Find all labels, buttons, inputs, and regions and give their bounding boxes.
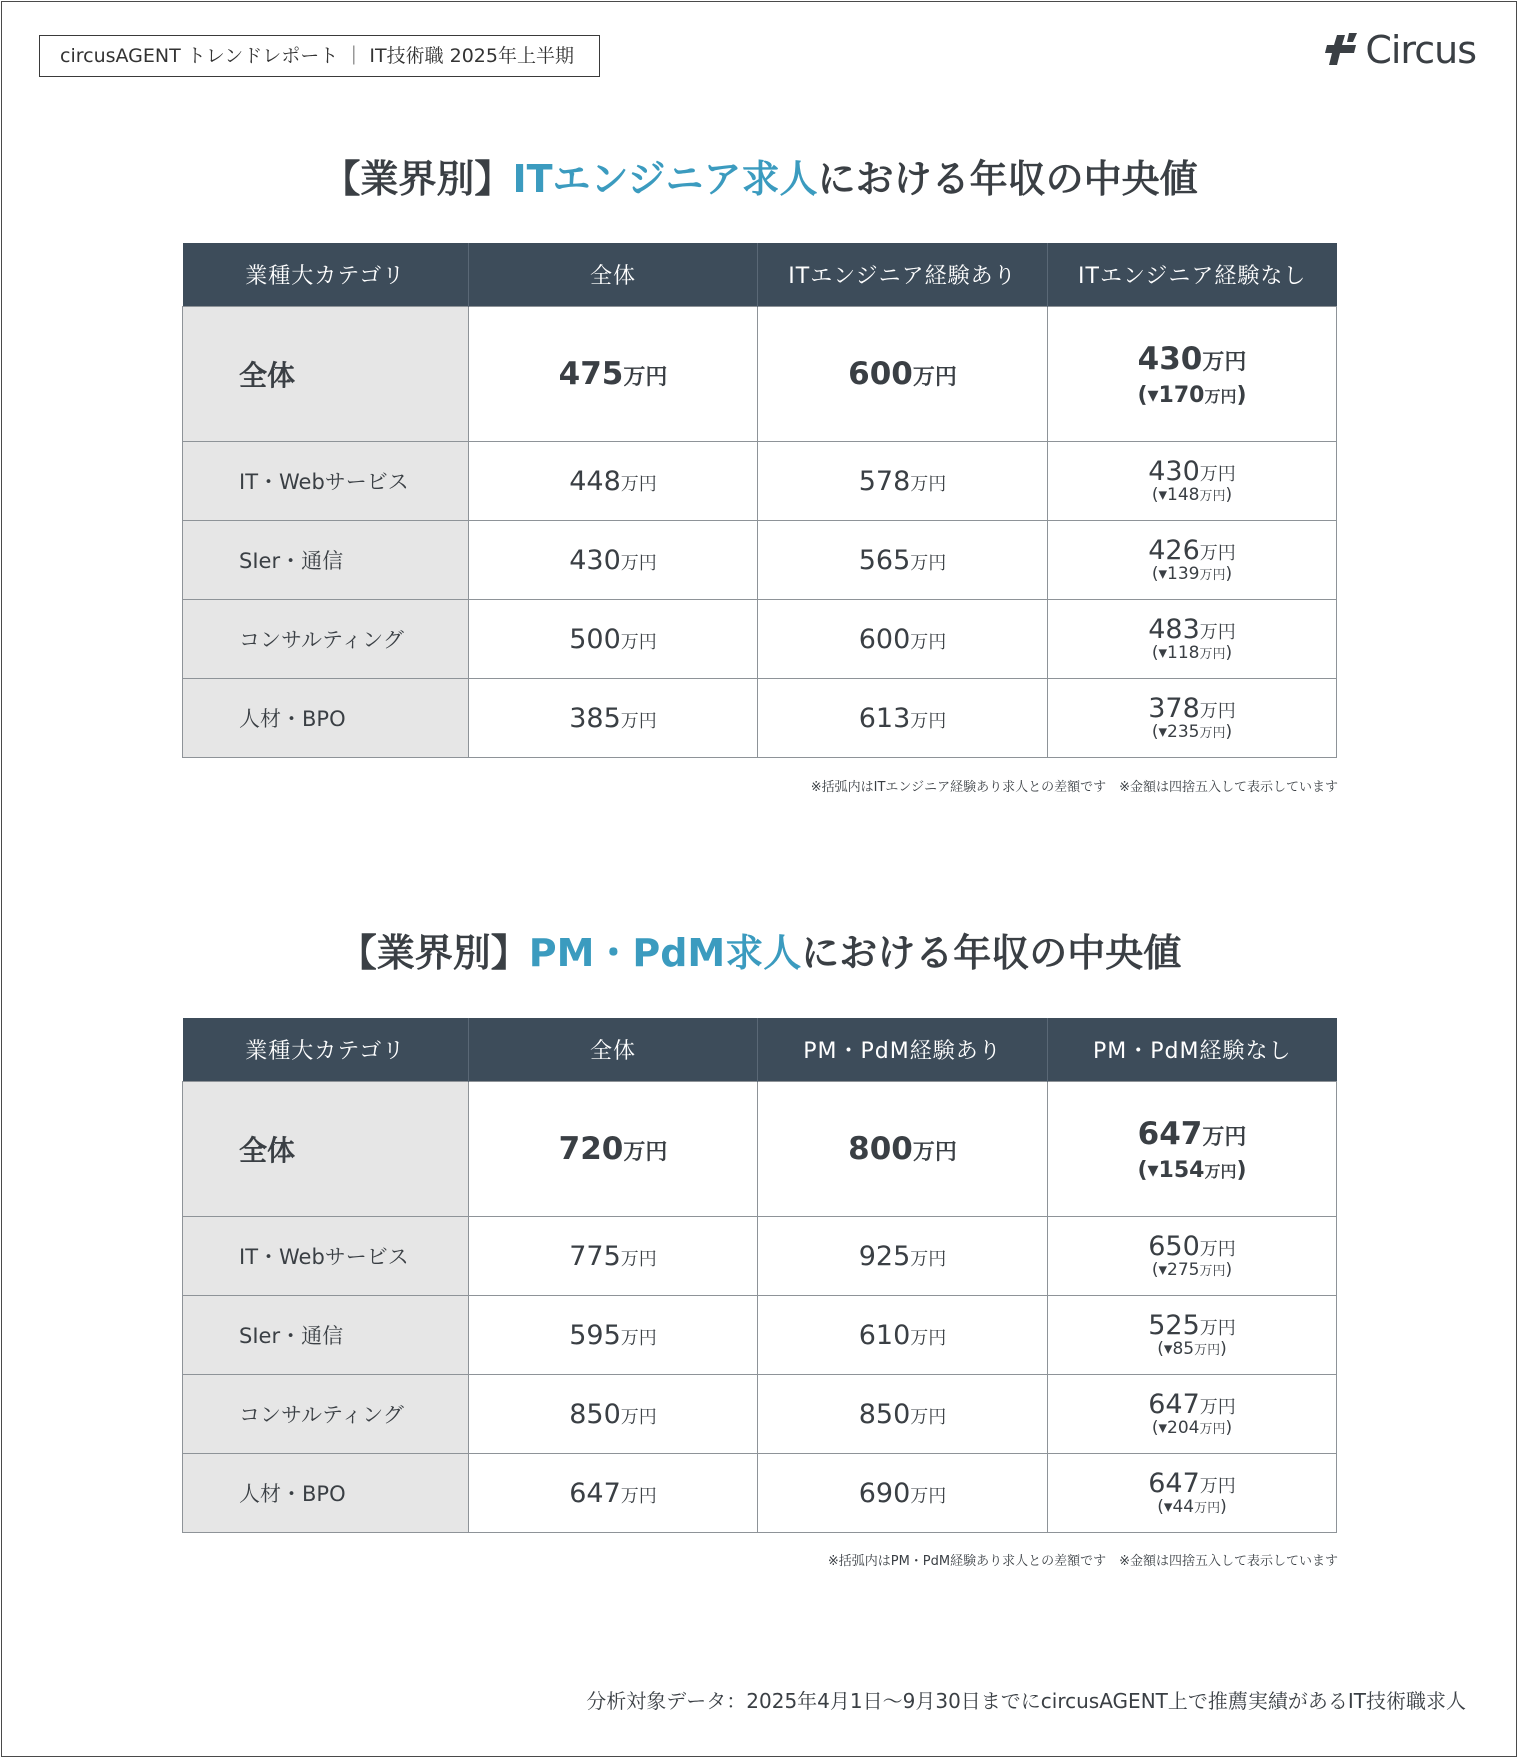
overall-cell: 775万円 [469, 1217, 758, 1296]
column-header-without-experience: PM・PdM経験なし [1048, 1018, 1337, 1082]
difference-value: (▾118万円) [1151, 643, 1233, 663]
without-experience-cell: 378万円 (▾235万円) [1048, 679, 1337, 758]
difference-value: (▾154万円) [1137, 1157, 1247, 1183]
with-experience-cell: 565万円 [758, 521, 1048, 600]
section-title-it-engineer [0, 148, 1520, 203]
without-experience-cell: 647万円 (▾204万円) [1048, 1375, 1337, 1454]
table-row [183, 1296, 1337, 1375]
without-experience-cell: 426万円 (▾139万円) [1048, 521, 1337, 600]
category-cell: 人材・BPO [183, 1454, 469, 1533]
category-cell: 全体 [183, 307, 469, 442]
difference-value: (▾275万円) [1151, 1260, 1233, 1280]
section-title-pm-pdm [0, 922, 1520, 977]
category-cell: 全体 [183, 1082, 469, 1217]
difference-value: (▾85万円) [1157, 1339, 1227, 1359]
with-experience-cell: 600万円 [758, 600, 1048, 679]
table-row-total [183, 1082, 1337, 1217]
overall-cell: 385万円 [469, 679, 758, 758]
table-row [183, 1217, 1337, 1296]
circus-logo-mark-icon [1323, 33, 1361, 67]
title-prefix: 【業界別】 [338, 931, 529, 975]
without-experience-cell: 483万円 (▾118万円) [1048, 600, 1337, 679]
category-cell: SIer・通信 [183, 521, 469, 600]
column-header-with-experience: ITエンジニア経験あり [758, 243, 1048, 307]
table-row [183, 679, 1337, 758]
overall-cell: 850万円 [469, 1375, 758, 1454]
category-cell: SIer・通信 [183, 1296, 469, 1375]
with-experience-cell: 690万円 [758, 1454, 1048, 1533]
overall-cell: 647万円 [469, 1454, 758, 1533]
without-experience-cell: 647万円 (▾44万円) [1048, 1454, 1337, 1533]
table-row-total [183, 307, 1337, 442]
without-experience-cell: 647万円 (▾154万円) [1048, 1082, 1337, 1217]
report-label: circusAGENT トレンドレポート ｜ IT技術職 2025年上半期 [39, 35, 600, 77]
column-header-overall: 全体 [469, 243, 758, 307]
column-header-category: 業種大カテゴリ [183, 243, 469, 307]
logo-text: Circus [1365, 28, 1476, 72]
with-experience-cell: 610万円 [758, 1296, 1048, 1375]
title-suffix: における年収の中央値 [817, 157, 1198, 201]
title-accent: ITエンジニア求人 [512, 157, 818, 201]
overall-cell: 475万円 [469, 307, 758, 442]
category-cell: 人材・BPO [183, 679, 469, 758]
salary-table-pm-pdm [182, 1018, 1337, 1533]
without-experience-cell: 430万円 (▾148万円) [1048, 442, 1337, 521]
column-header-with-experience: PM・PdM経験あり [758, 1018, 1048, 1082]
difference-value: (▾235万円) [1151, 722, 1233, 742]
with-experience-cell: 600万円 [758, 307, 1048, 442]
category-cell: IT・Webサービス [183, 442, 469, 521]
title-accent: PM・PdM求人 [528, 931, 802, 975]
overall-cell: 448万円 [469, 442, 758, 521]
salary-table-it-engineer [182, 243, 1337, 758]
column-header-without-experience: ITエンジニア経験なし [1048, 243, 1337, 307]
overall-cell: 595万円 [469, 1296, 758, 1375]
with-experience-cell: 800万円 [758, 1082, 1048, 1217]
title-prefix: 【業界別】 [322, 157, 513, 201]
circus-logo[interactable] [1323, 28, 1476, 72]
table-row [183, 1375, 1337, 1454]
difference-value: (▾148万円) [1151, 485, 1233, 505]
difference-value: (▾170万円) [1137, 382, 1247, 408]
difference-value: (▾204万円) [1151, 1418, 1233, 1438]
difference-value: (▾44万円) [1157, 1497, 1227, 1517]
title-suffix: における年収の中央値 [801, 931, 1182, 975]
table-row [183, 442, 1337, 521]
column-header-overall: 全体 [469, 1018, 758, 1082]
without-experience-cell: 650万円 (▾275万円) [1048, 1217, 1337, 1296]
overall-cell: 500万円 [469, 600, 758, 679]
footer-data-source: 分析対象データ：2025年4月1日〜9月30日までにcircusAGENT上で推薦実績があるIT技術職求人 [586, 1689, 1466, 1713]
table-row [183, 521, 1337, 600]
overall-cell: 430万円 [469, 521, 758, 600]
category-cell: IT・Webサービス [183, 1217, 469, 1296]
with-experience-cell: 850万円 [758, 1375, 1048, 1454]
with-experience-cell: 613万円 [758, 679, 1048, 758]
category-cell: コンサルティング [183, 600, 469, 679]
category-cell: コンサルティング [183, 1375, 469, 1454]
with-experience-cell: 578万円 [758, 442, 1048, 521]
table-row [183, 1454, 1337, 1533]
difference-value: (▾139万円) [1151, 564, 1233, 584]
table-note: ※括弧内はITエンジニア経験あり求人との差額です ※金額は四捨五入して表示しています [810, 780, 1338, 795]
table-note: ※括弧内はPM・PdM経験あり求人との差額です ※金額は四捨五入して表示しています [827, 1554, 1338, 1569]
column-header-category: 業種大カテゴリ [183, 1018, 469, 1082]
with-experience-cell: 925万円 [758, 1217, 1048, 1296]
table-row [183, 600, 1337, 679]
without-experience-cell: 430万円 (▾170万円) [1048, 307, 1337, 442]
without-experience-cell: 525万円 (▾85万円) [1048, 1296, 1337, 1375]
overall-cell: 720万円 [469, 1082, 758, 1217]
